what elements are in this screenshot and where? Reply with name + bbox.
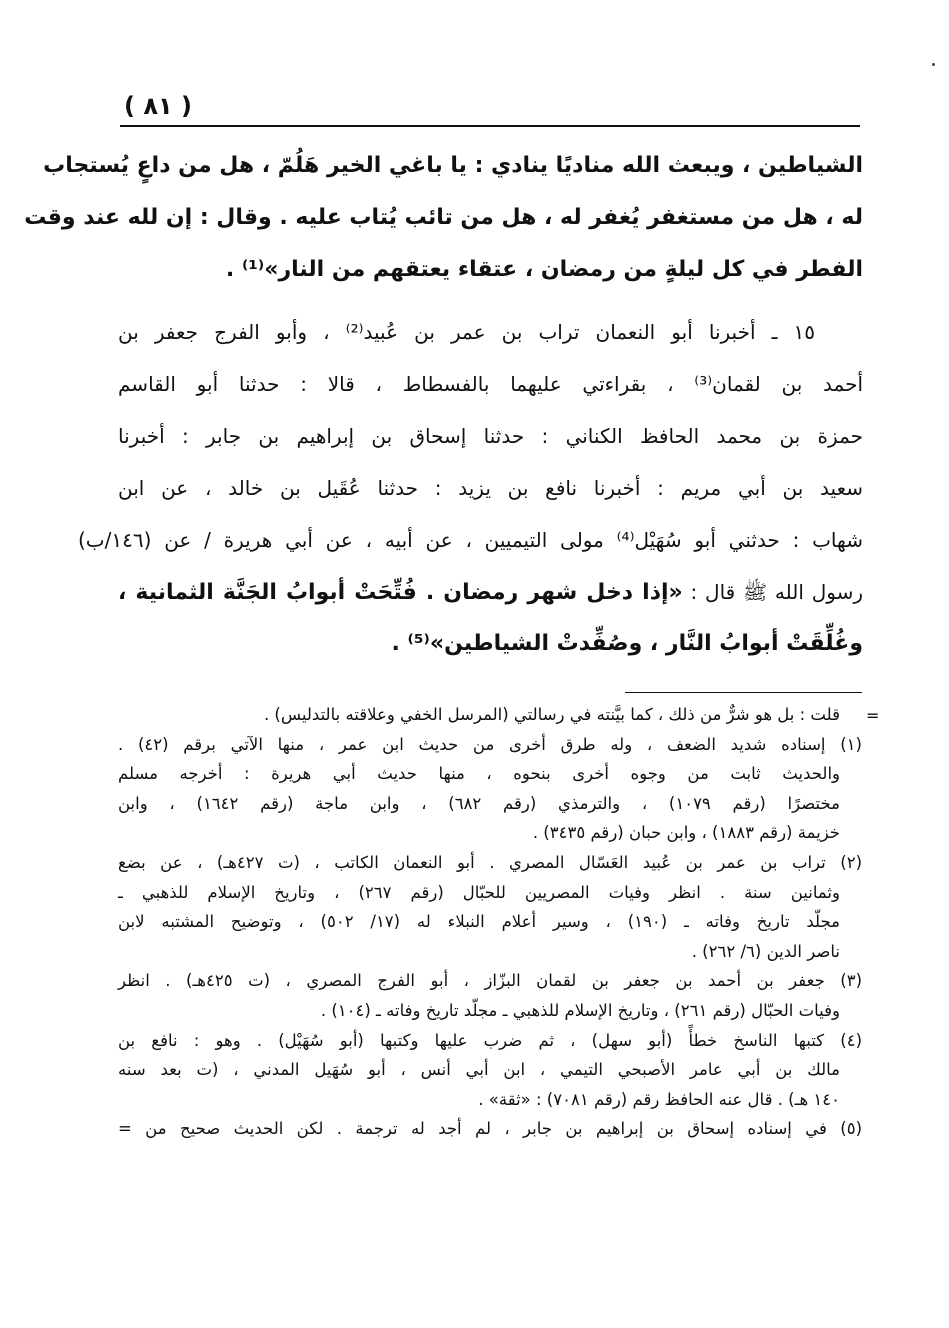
page-number: ( ٨١ ) [124,92,192,120]
footnote-line: (٣) جعفر بن أحمد بن جعفر بن لقمان البزّاز ، أبو الفرج المصري ، (ت ٤٢٥هـ) . انظر [118,971,862,991]
footnote-line: خزيمة (رقم ١٨٨٣) ، وابن حبان (رقم ٣٤٣٥) . [532,823,840,843]
isnad-line: حمزة بن محمد الحافظ الكناني : حدثنا إسحاق بن إبراهيم بن جابر : أخبرنا [118,424,863,448]
footnote-rule [625,692,862,693]
continuation-marker: = [866,706,880,725]
footnote-line: مجلّد تاريخ وفاته ـ (١٩٠) ، وسير أعلام النبلاء له (١٧/ ٥٠٢) ، وتوضيح المشتبه لابن [118,912,840,932]
footnote-line: ناصر الدين (٦/ ٢٦٢) . [691,941,840,961]
footnote-line: والحديث ثابت من وجوه أخرى بنحوه ، منها حديث أبي هريرة : أخرجه مسلم [118,764,840,784]
footnote-line: (٥) في إسناده إسحاق بن إبراهيم بن جابر ، لم أجد له ترجمة . لكن الحديث صحيح من = [118,1119,862,1139]
footnote-line: (١) إسناده شديد الضعف ، وله طرق أخرى من حديث ابن عمر ، منها الآتي برقم (٤٢) . [118,734,862,754]
footnote-line: (٢) تراب بن عمر بن عُبيد العَسّال المصري . أبو النعمان الكاتب ، (ت ٤٢٧هـ) ، عن بضع [118,852,862,872]
isnad-text: رسول الله ﷺ قال : [682,580,863,604]
isnad-line: شهاب : حدثني أبو سُهَيْل⁽⁴⁾ مولى التيميين ، عن أبيه ، عن أبي هريرة / عن (١٤٦/ب) [78,528,863,552]
hadith-text: «إذا دخل شهر رمضان . فُتِّحَتْ أبوابُ الجَنَّة الثمانية ، [118,580,683,605]
stray-dot [932,63,935,66]
footnote-line: ١٤٠ هـ) . قال عنه الحافظ رقم (رقم ٧٠٨١) : «ثقة» . [478,1089,840,1109]
footnote-line: مختصرًا (رقم ١٠٧٩) ، والترمذي (رقم ٦٨٢) ، وابن ماجة (رقم ١٦٤٢) ، وابن [118,793,840,813]
footnote-line: مالك بن أبي عامر الأصبحي التيمي ، ابن أبي أنس ، أبو سُهَيل المدني ، (ت بعد سنه [118,1060,840,1080]
main-text [24,140,863,670]
isnad-line: أحمد بن لقمان⁽³⁾ ، بقراءتي عليهما بالفسطاط ، قالا : حدثنا أبو القاسم [118,372,863,396]
hadith-line: الشياطين ، ويبعث الله مناديًا ينادي : يا باغي الخير هَلُمّ ، هل من داعٍ يُستجاب [43,153,863,178]
hadith-line: له ، هل من مستغفر يُغفر له ، هل من تائب يُتاب عليه . وقال : إن لله عند وقت [24,205,863,230]
isnad-line: سعيد بن أبي مريم : أخبرنا نافع بن يزيد : حدثنا عُقَيل بن خالد ، عن ابن [118,476,863,500]
footnote-line: وثمانين سنة . انظر وفيات المصريين للحبّال (رقم ٢٦٧) ، وتاريخ الإسلام للذهبي ـ [118,882,840,902]
footnote-line: (٤) كتبها الناسخ خطأً (أبو سهل) ، ثم ضرب عليها وكتبها (أبو سُهَيْل) . وهو : نافع بن [118,1030,862,1050]
isnad-line: ١٥ ـ أخبرنا أبو النعمان تراب بن عمر بن عُبيد⁽²⁾ ، وأبو الفرج جعفر بن [118,320,816,344]
hadith-line: وغُلِّقَتْ أبوابُ النَّار ، وصُفِّدتْ الشياطين»⁽⁵⁾ . [391,631,863,656]
isnad-hadith-line [118,566,863,618]
footnote-line: وفيات الحبّال (رقم ٢٦١) ، وتاريخ الإسلام للذهبي ـ مجلّد تاريخ وفاته ـ (١٠٤) . [320,1000,840,1020]
hadith-line: الفطر في كل ليلةٍ من رمضان ، عتقاء يعتقهم من النار»⁽¹⁾ . [225,257,863,282]
header-rule [120,125,860,127]
footnote-line: قلت : بل هو شرٌّ من ذلك ، كما بيَّنته في رسالتي (المرسل الخفي وعلاقته بالتدليس) . [263,705,840,724]
paragraph-gap [118,296,863,306]
footnotes [118,700,880,1144]
